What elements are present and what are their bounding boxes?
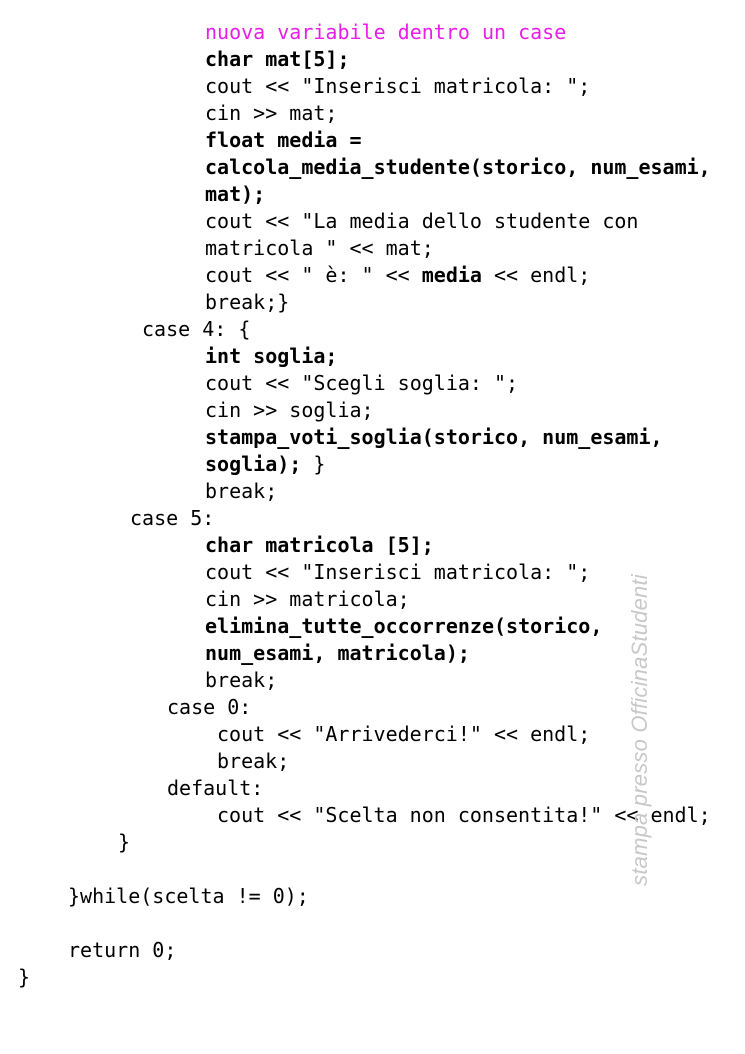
- code-line-break-brace: break;}: [205, 290, 290, 314]
- code-line-main-close: }: [18, 965, 31, 989]
- code-line-cout-scelta: cout << "Scelta non consentita!" << endl;: [217, 803, 711, 827]
- code-segment: << endl;: [481, 263, 591, 287]
- code-line-while: }while(scelta != 0);: [68, 884, 309, 908]
- code-line-cout-media-2: matricola " << mat;: [205, 236, 434, 260]
- code-line-cout-inserisci: cout << "Inserisci matricola: ";: [205, 74, 591, 98]
- code-line-int-soglia: int soglia;: [205, 344, 338, 368]
- code-line-break-0: break;: [217, 749, 290, 773]
- code-line-cout-arrivederci: cout << "Arrivederci!" << endl;: [217, 722, 591, 746]
- code-line-num-esami-matricola: num_esami, matricola);: [205, 641, 470, 665]
- code-line-char-mat: char mat[5];: [205, 47, 350, 71]
- code-line-return: return 0;: [68, 938, 177, 962]
- watermark-text: stampa presso OfficinaStudenti: [627, 574, 652, 886]
- code-line-cout-inserisci-2: cout << "Inserisci matricola: ";: [205, 560, 591, 584]
- code-line-case-5: case 5:: [130, 506, 215, 530]
- code-line-soglia-close: [205, 451, 325, 478]
- code-line-break-4: break;: [205, 479, 278, 503]
- code-line-calcola-media: calcola_media_studente(storico, num_esami,: [205, 155, 711, 179]
- code-segment-bold: soglia);: [205, 452, 302, 476]
- code-line-cout-media-3: [205, 262, 590, 289]
- code-line-cin-soglia: cin >> soglia;: [205, 398, 374, 422]
- code-segment: }: [301, 452, 326, 476]
- code-line-stampa-voti: stampa_voti_soglia(storico, num_esami,: [205, 425, 663, 449]
- code-line-cin-matricola: cin >> matricola;: [205, 587, 410, 611]
- code-line-mat-close: mat);: [205, 182, 266, 206]
- code-line-default: default:: [167, 776, 264, 800]
- code-line-char-matricola: char matricola [5];: [205, 533, 434, 557]
- code-line-float-media: float media =: [205, 128, 362, 152]
- code-line-switch-close: }: [118, 830, 131, 854]
- code-line-case-4: case 4: {: [142, 317, 251, 341]
- code-line-cin-mat: cin >> mat;: [205, 101, 338, 125]
- code-segment-bold: media: [421, 263, 482, 287]
- code-comment: nuova variabile dentro un case: [205, 20, 567, 44]
- code-segment: cout << " è: " <<: [205, 263, 422, 287]
- code-line-cout-soglia: cout << "Scegli soglia: ";: [205, 371, 519, 395]
- code-line-elimina: elimina_tutte_occorrenze(storico,: [205, 614, 603, 638]
- code-line-cout-media-1: cout << "La media dello studente con: [205, 209, 639, 233]
- code-line-case-0: case 0:: [167, 695, 252, 719]
- code-line-break-5: break;: [205, 668, 278, 692]
